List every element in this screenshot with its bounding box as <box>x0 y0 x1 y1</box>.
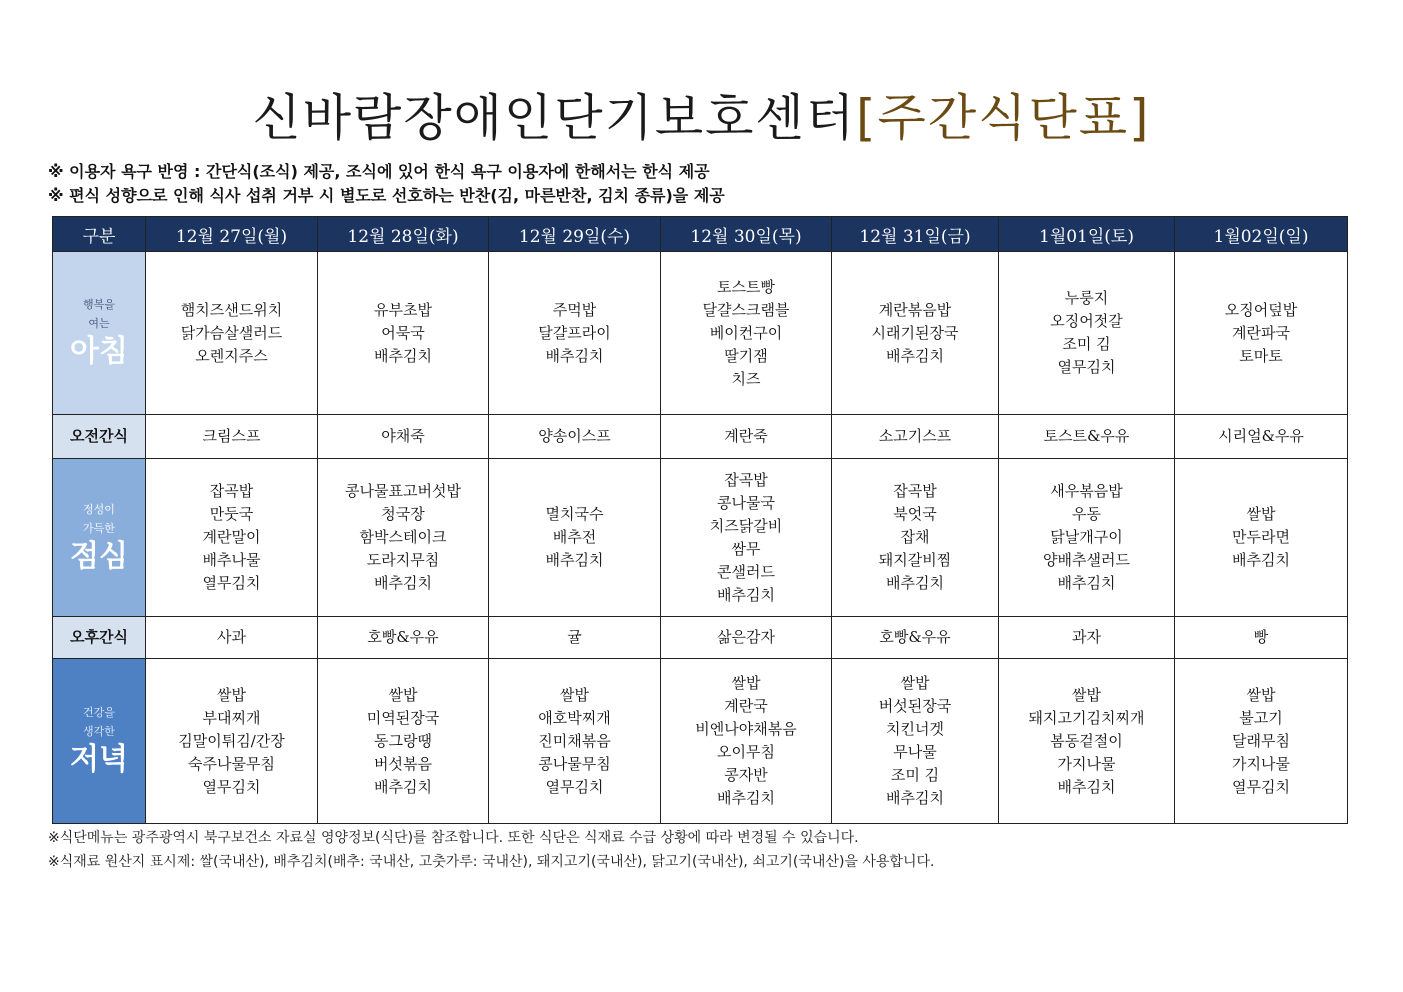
menu-item: 쌀밥 <box>1246 505 1276 523</box>
header-day: 12월 29일(수) <box>489 217 661 252</box>
meal-tagline: 여는 <box>88 317 110 330</box>
header-day: 12월 31일(금) <box>832 217 999 252</box>
menu-item: 달걀프라이 <box>538 323 611 342</box>
menu-item: 주먹밥 <box>552 300 597 319</box>
menu-item: 만둣국 <box>209 505 254 523</box>
menu-item: 배추김치 <box>374 346 432 365</box>
dinner-menu-cell <box>661 659 832 824</box>
dinner-menu-cell <box>999 659 1175 824</box>
footer-line: ※식재료 원산지 표시제: 쌀(국내산), 배추김치(배추: 국내산, 고춧가루: 국내산), 돼지고기(국내산), 닭고기(국내산), 쇠고기(국내산)을 사용합니다. <box>48 854 935 870</box>
menu-item: 콩나물표고버섯밥 <box>345 482 461 500</box>
menu-item: 열무김치 <box>545 777 604 796</box>
menu-item: 배추김치 <box>717 585 775 604</box>
menu-item: 불고기 <box>1239 708 1283 727</box>
menu-item: 잡곡밥 <box>893 482 937 500</box>
menu-item: 열무김치 <box>202 574 261 592</box>
menu-item: 콩나물국 <box>717 493 775 512</box>
menu-item: 만두라면 <box>1232 528 1290 546</box>
notes <box>48 160 725 208</box>
menu-item: 청국장 <box>381 505 425 523</box>
menu-item: 치즈 <box>731 369 761 388</box>
morning-snack-cell: 크림스프 <box>146 415 318 459</box>
menu-item: 조미 김 <box>1062 335 1111 353</box>
menu-item: 달래무침 <box>1232 731 1290 750</box>
menu-item: 닭날개구이 <box>1050 528 1123 546</box>
menu-item: 어묵국 <box>381 323 425 342</box>
menu-item: 잡곡밥 <box>724 470 768 489</box>
morning-snack-row <box>53 415 1348 459</box>
menu-item: 치킨너겟 <box>886 720 944 738</box>
menu-item: 배추김치 <box>1057 777 1116 796</box>
menu-item: 쌀밥 <box>731 674 761 692</box>
menu-item: 계란국 <box>724 697 768 715</box>
morning-snack-cell: 양송이스프 <box>489 415 661 459</box>
header-day: 12월 30일(목) <box>661 217 832 252</box>
menu-item: 배추김치 <box>886 574 944 592</box>
header-day: 1월02일(일) <box>1175 217 1348 252</box>
menu-item: 배추김치 <box>374 574 432 592</box>
menu-item: 북엇국 <box>893 505 937 523</box>
menu-item: 달걀스크램블 <box>702 300 790 319</box>
menu-item: 오징어젓갈 <box>1050 312 1123 330</box>
menu-item: 계란말이 <box>202 528 261 546</box>
header-category: 구분 <box>53 217 146 252</box>
lunch-menu-cell <box>661 459 832 617</box>
menu-item: 버섯된장국 <box>878 697 952 715</box>
morning-snack-cell: 토스트&우유 <box>999 415 1175 459</box>
breakfast-menu-cell <box>1175 252 1348 415</box>
menu-item: 배추김치 <box>545 551 604 569</box>
menu-item: 배추전 <box>552 528 597 546</box>
menu-item: 쌀밥 <box>1072 685 1101 704</box>
menu-item: 계란파국 <box>1232 323 1290 342</box>
note-line: ※ 편식 성향으로 인해 식사 섭취 거부 시 별도로 선호하는 반찬(김, 마른반찬, 김치 종류)을 제공 <box>48 186 725 205</box>
menu-item: 배추김치 <box>1232 551 1290 569</box>
breakfast-menu-cell <box>318 252 489 415</box>
menu-item: 배추김치 <box>374 777 432 796</box>
afternoon-snack-cell: 삶은감자 <box>661 617 832 659</box>
breakfast-menu-cell <box>661 252 832 415</box>
lunch-menu-cell <box>318 459 489 617</box>
meal-tagline: 생각한 <box>83 725 115 738</box>
afternoon-snack-cell: 호빵&우유 <box>832 617 999 659</box>
menu-item: 토스트빵 <box>717 277 775 296</box>
menu-item: 쌈무 <box>731 539 761 558</box>
meal-tagline: 정성이 <box>83 502 115 516</box>
breakfast-menu-cell <box>999 252 1175 415</box>
menu-item: 무나물 <box>893 743 937 761</box>
menu-item: 딸기잼 <box>724 346 768 365</box>
dinner-label <box>53 659 146 824</box>
menu-item: 계란볶음밥 <box>878 300 952 319</box>
menu-item: 새우볶음밥 <box>1050 482 1123 500</box>
menu-item: 오징어덮밥 <box>1224 300 1298 319</box>
header-day: 12월 28일(화) <box>318 217 489 252</box>
morning-snack-cell: 계란죽 <box>661 415 832 459</box>
afternoon-snack-cell: 호빵&우유 <box>318 617 489 659</box>
lunch-row <box>53 459 1348 617</box>
meal-tagline: 건강을 <box>83 706 115 719</box>
dinner-menu-cell <box>1175 659 1348 824</box>
menu-item: 오렌지주스 <box>195 346 268 365</box>
menu-item: 함박스테이크 <box>359 528 447 546</box>
menu-item: 숙주나물무침 <box>188 754 275 773</box>
menu-item: 양배추샐러드 <box>1043 551 1130 569</box>
menu-item: 햄치즈샌드위치 <box>180 300 283 319</box>
menu-item: 부대찌개 <box>202 708 261 727</box>
menu-item: 토마토 <box>1239 346 1283 365</box>
menu-item: 닭가슴살샐러드 <box>180 323 283 342</box>
menu-item: 콩나물무침 <box>538 754 611 773</box>
menu-item: 배추김치 <box>886 789 944 807</box>
menu-item: 김말이튀김/간장 <box>178 731 285 750</box>
meal-name: 아침 <box>70 334 128 369</box>
breakfast-label <box>53 252 146 415</box>
header-day: 12월 27일(월) <box>146 217 318 252</box>
menu-item: 쌀밥 <box>388 685 418 704</box>
menu-item: 조미 김 <box>890 766 940 784</box>
meal-tagline: 가득한 <box>83 521 115 535</box>
menu-item: 배추김치 <box>717 789 775 807</box>
menu-item: 열무김치 <box>202 777 261 796</box>
menu-item: 배추나물 <box>202 551 261 569</box>
lunch-menu-cell <box>999 459 1175 617</box>
dinner-row <box>53 659 1348 824</box>
lunch-menu-cell <box>489 459 661 617</box>
menu-item: 유부초밥 <box>374 300 432 319</box>
menu-item: 콘샐러드 <box>717 562 775 581</box>
morning-snack-label: 오전간식 <box>53 415 146 459</box>
menu-item: 가지나물 <box>1232 754 1290 773</box>
center-name: 신바람장애인단기보호센터 <box>252 89 857 147</box>
meal-tagline: 행복을 <box>83 298 115 311</box>
menu-item: 가지나물 <box>1057 754 1116 773</box>
dinner-menu-cell <box>832 659 999 824</box>
dinner-menu-cell <box>146 659 318 824</box>
afternoon-snack-cell: 빵 <box>1175 617 1348 659</box>
menu-item: 열무김치 <box>1232 777 1290 796</box>
menu-item: 잡채 <box>900 528 930 546</box>
footer-notes <box>48 826 934 874</box>
afternoon-snack-cell: 사과 <box>146 617 318 659</box>
menu-item: 쌀밥 <box>217 685 246 704</box>
meal-name: 점심 <box>70 538 128 574</box>
afternoon-snack-label: 오후간식 <box>53 617 146 659</box>
header-day: 1월01일(토) <box>999 217 1175 252</box>
morning-snack-cell: 시리얼&우유 <box>1175 415 1348 459</box>
menu-item: 동그랑땡 <box>374 731 432 750</box>
menu-item: 열무김치 <box>1057 358 1116 376</box>
menu-item: 애호박찌개 <box>538 708 611 727</box>
breakfast-menu-cell <box>832 252 999 415</box>
menu-item: 치즈닭갈비 <box>709 516 783 535</box>
menu-item: 도라지무침 <box>366 551 440 569</box>
menu-item: 쌀밥 <box>1246 685 1276 704</box>
menu-item: 미역된장국 <box>366 708 440 727</box>
breakfast-row <box>53 252 1348 415</box>
menu-item: 비엔나야채볶음 <box>695 720 797 738</box>
afternoon-snack-row <box>53 617 1348 659</box>
page-title <box>0 78 1403 150</box>
menu-item: 돼지고기김치찌개 <box>1028 708 1145 727</box>
afternoon-snack-cell: 귤 <box>489 617 661 659</box>
menu-item: 배추김치 <box>886 346 944 365</box>
morning-snack-cell: 소고기스프 <box>832 415 999 459</box>
breakfast-menu-cell <box>489 252 661 415</box>
menu-item: 쌀밥 <box>900 674 930 692</box>
menu-item: 배추김치 <box>545 346 604 365</box>
dinner-menu-cell <box>318 659 489 824</box>
note-line: ※ 이용자 욕구 반영 : 간단식(조식) 제공, 조식에 있어 한식 욕구 이용자에 한해서는 한식 제공 <box>48 162 710 181</box>
menu-item: 배추김치 <box>1057 574 1116 592</box>
menu-item: 베이컨구이 <box>709 323 783 342</box>
menu-item: 누룽지 <box>1064 289 1109 307</box>
lunch-menu-cell <box>832 459 999 617</box>
menu-item: 돼지갈비찜 <box>878 551 952 569</box>
menu-item: 오이무침 <box>717 743 775 761</box>
lunch-label <box>53 459 146 617</box>
menu-item: 쌀밥 <box>560 685 589 704</box>
morning-snack-cell: 야채죽 <box>318 415 489 459</box>
lunch-menu-cell <box>146 459 318 617</box>
menu-item: 멸치국수 <box>545 505 604 523</box>
header-row <box>53 217 1348 252</box>
afternoon-snack-cell: 과자 <box>999 617 1175 659</box>
meal-name: 저녁 <box>70 742 128 777</box>
dinner-menu-cell <box>489 659 661 824</box>
weekly-menu-table <box>52 216 1348 824</box>
menu-title: [주간식단표] <box>856 89 1151 147</box>
menu-item: 우동 <box>1072 505 1101 523</box>
menu-item: 진미채볶음 <box>538 731 611 750</box>
menu-item: 버섯볶음 <box>374 754 432 773</box>
breakfast-menu-cell <box>146 252 318 415</box>
menu-item: 시래기된장국 <box>871 323 959 342</box>
menu-item: 콩자반 <box>724 766 768 784</box>
menu-item: 잡곡밥 <box>209 482 254 500</box>
footer-line: ※식단메뉴는 광주광역시 북구보건소 자료실 영양정보(식단)를 참조합니다. 또한 식단은 식재료 수급 상황에 따라 변경될 수 있습니다. <box>48 830 859 846</box>
lunch-menu-cell <box>1175 459 1348 617</box>
menu-item: 봄동겉절이 <box>1050 731 1123 750</box>
